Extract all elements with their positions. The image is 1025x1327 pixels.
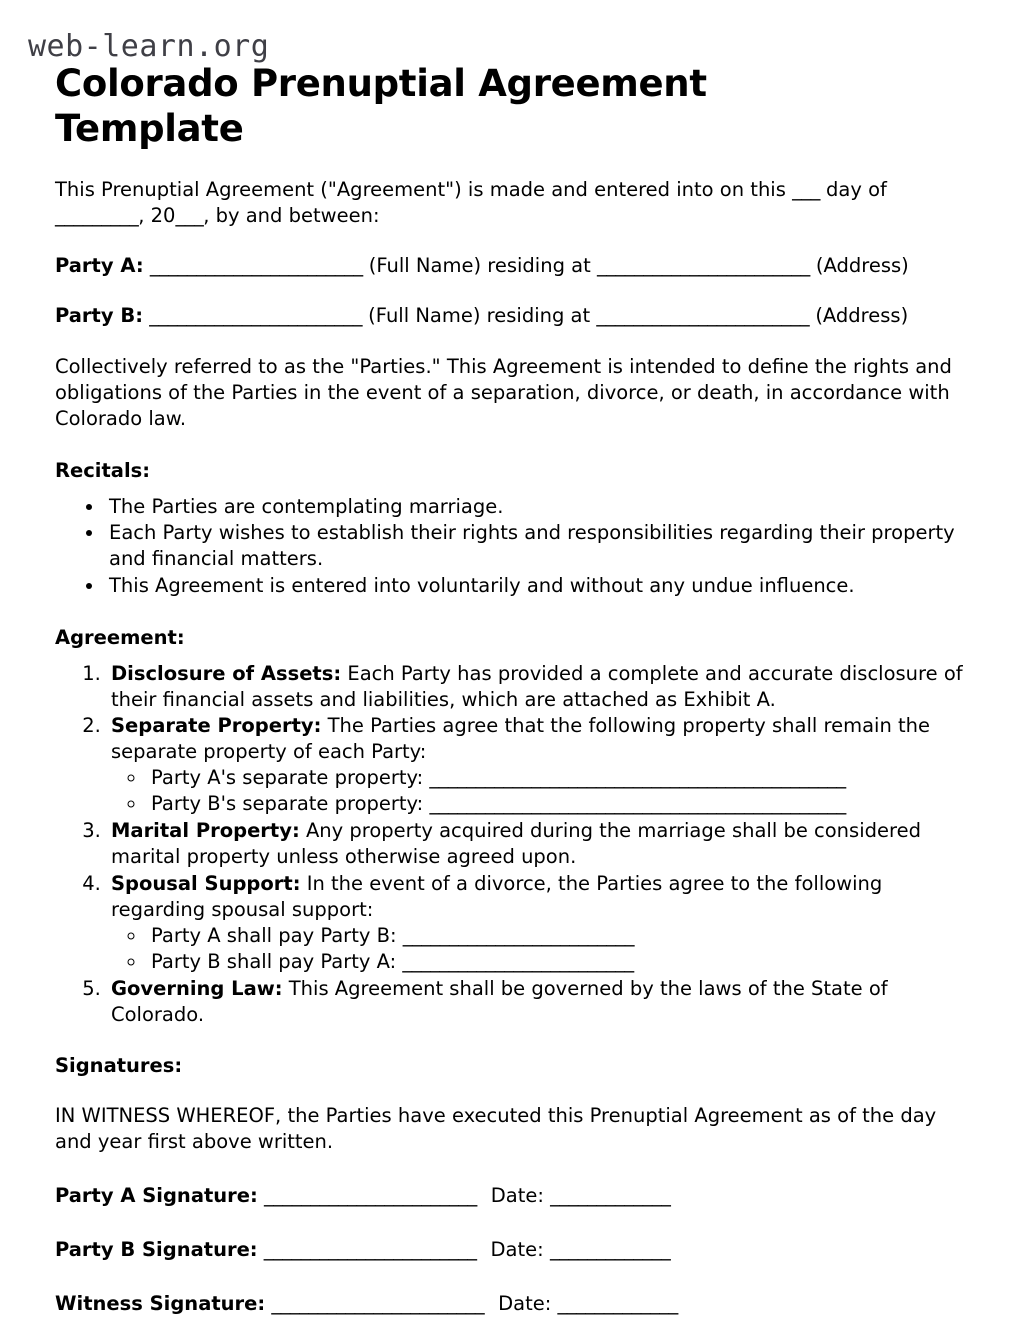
subitem-label: Party B shall pay Party A: xyxy=(151,949,403,973)
intro-month-blank: _________ xyxy=(55,203,139,227)
list-item xyxy=(107,871,965,975)
list-item: • Each Party wishes to establish their rights and responsibilities regarding their property and financial matters. xyxy=(105,520,965,572)
list-item xyxy=(107,661,965,713)
site-watermark: web-learn.org xyxy=(28,29,270,64)
agreement-list xyxy=(55,661,965,1028)
collective-paragraph: Collectively referred to as the "Parties." This Agreement is intended to define the rights and obligations of the Parties in the event of a separation, divorce, or death, in accordance with Colorado law. xyxy=(55,355,952,431)
party-b-name-blank: _______________________ xyxy=(149,303,362,327)
agreement-heading: Agreement: xyxy=(55,626,185,650)
page-title: Colorado Prenuptial Agreement Template xyxy=(55,61,707,150)
party-a-signature-label: Party A Signature: xyxy=(55,1183,258,1207)
party-b-mid-text: (Full Name) residing at xyxy=(361,303,597,327)
agreement-text: This Agreement shall be governed by the laws of the State of Colorado. xyxy=(111,976,888,1026)
intro-text-part3: , 20 xyxy=(138,203,176,227)
recitals-heading: Recitals: xyxy=(55,459,151,483)
intro-text-part4: , by and between: xyxy=(203,203,380,227)
agreement-term: Disclosure of Assets: xyxy=(111,661,342,685)
list-item: • The Parties are contemplating marriage. xyxy=(105,494,965,520)
party-b-address-note: (Address) xyxy=(815,303,909,327)
witness-statement: IN WITNESS WHEREOF, the Parties have executed this Prenuptial Agreement as of the day and year first above written. xyxy=(55,1103,937,1153)
spousal-support-sublist xyxy=(111,923,965,975)
intro-year-blank: ___ xyxy=(175,203,204,227)
party-a-name-blank: _______________________ xyxy=(149,253,363,277)
witness-signature-label: Witness Signature: xyxy=(55,1291,266,1315)
subitem-label: Party A shall pay Party B: xyxy=(151,923,403,947)
list-item xyxy=(147,791,965,817)
party-b-label: Party B: xyxy=(55,303,144,327)
agreement-term: Governing Law: xyxy=(111,976,283,1000)
agreement-term: Marital Property: xyxy=(111,819,300,843)
list-item xyxy=(107,818,965,870)
agreement-text: The Parties agree that the following property shall remain the separate property of each Party: xyxy=(111,714,931,764)
party-b-signature-label: Party B Signature: xyxy=(55,1237,258,1261)
party-a-mid-text: (Full Name) residing at xyxy=(362,253,597,277)
list-item xyxy=(147,949,965,975)
subitem-label: Party B's separate property: xyxy=(151,792,430,816)
signatures-heading: Signatures: xyxy=(55,1054,183,1078)
intro-text-part2: day of xyxy=(819,177,887,201)
party-b-address-blank: _______________________ xyxy=(596,303,810,327)
agreement-text: Each Party has provided a complete and accurate disclosure of their financial assets and liabilities, which are attached as Exhibit A. xyxy=(111,661,963,711)
party-a-signature-line xyxy=(55,1183,965,1209)
witness-signature-blank: _______________________ xyxy=(271,1291,485,1315)
witness-date-blank: _____________ xyxy=(557,1291,678,1315)
agreement-term: Spousal Support: xyxy=(111,871,301,895)
party-a-date-label: Date: xyxy=(490,1183,544,1207)
list-item: • This Agreement is entered into voluntarily and without any undue influence. xyxy=(105,573,965,599)
subitem-blank: _________________________ xyxy=(402,949,634,973)
agreement-text: In the event of a divorce, the Parties agree to the following regarding spousal support: xyxy=(111,871,883,921)
agreement-term: Separate Property: xyxy=(111,714,322,738)
witness-signature-line xyxy=(55,1291,965,1317)
subitem-blank: _________________________ xyxy=(402,923,634,947)
list-item xyxy=(107,713,965,817)
party-a-label: Party A: xyxy=(55,253,144,277)
party-b-line xyxy=(55,303,965,329)
party-b-date-blank: _____________ xyxy=(549,1237,671,1261)
intro-paragraph xyxy=(55,177,960,229)
subitem-label: Party A's separate property: xyxy=(151,766,430,790)
separate-property-sublist xyxy=(111,765,965,817)
agreement-text: Any property acquired during the marriage shall be considered marital property unless otherwise agreed upon. xyxy=(111,819,921,869)
party-b-signature-line xyxy=(55,1237,965,1263)
subitem-blank: _____________________________________________ xyxy=(429,766,846,790)
party-a-address-blank: _______________________ xyxy=(596,253,810,277)
intro-text-part1: This Prenuptial Agreement ("Agreement") is made and entered into on this xyxy=(55,177,793,201)
party-b-signature-blank: _______________________ xyxy=(263,1237,477,1261)
party-a-date-blank: _____________ xyxy=(550,1183,671,1207)
party-a-line xyxy=(55,253,965,279)
list-item xyxy=(147,923,965,949)
list-item xyxy=(147,765,965,791)
party-a-signature-blank: _______________________ xyxy=(264,1183,477,1207)
list-item xyxy=(107,976,965,1028)
recitals-list xyxy=(55,494,965,600)
party-a-address-note: (Address) xyxy=(815,253,909,277)
intro-day-blank: ___ xyxy=(792,177,820,201)
subitem-blank: _____________________________________________ xyxy=(429,792,846,816)
party-b-date-label: Date: xyxy=(490,1237,544,1261)
witness-date-label: Date: xyxy=(498,1291,552,1315)
